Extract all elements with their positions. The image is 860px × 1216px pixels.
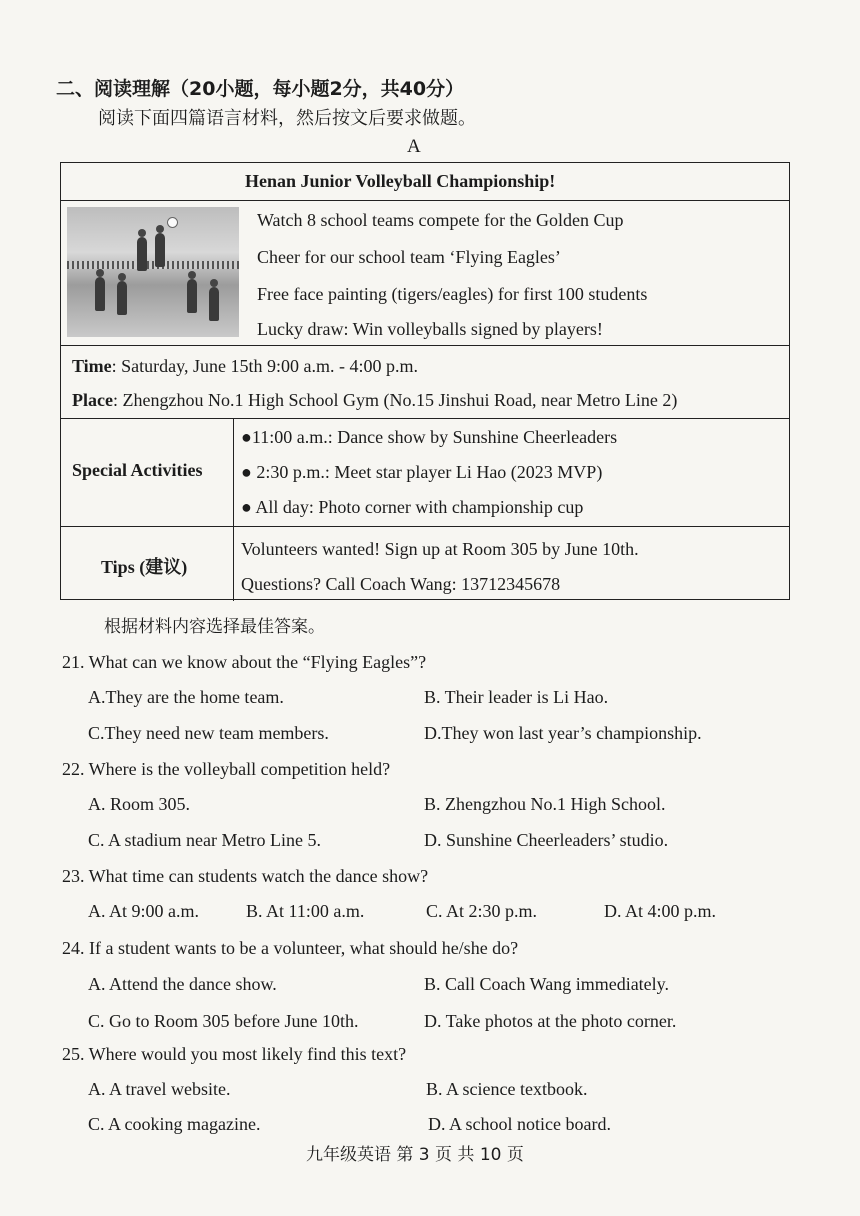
- section-instruction: 阅读下面四篇语言材料，然后按文后要求做题。: [98, 108, 476, 129]
- question-option[interactable]: A. A travel website.: [88, 1079, 231, 1099]
- notice-title-row: [61, 163, 789, 201]
- question-option[interactable]: B. Call Coach Wang immediately.: [424, 974, 670, 994]
- question-option[interactable]: A. Attend the dance show.: [88, 974, 277, 994]
- question-option[interactable]: B. Zhengzhou No.1 High School.: [424, 794, 666, 814]
- question-option[interactable]: D. Take photos at the photo corner.: [424, 1011, 677, 1031]
- question-option[interactable]: D.They won last year’s championship.: [424, 723, 702, 743]
- highlight-item: Cheer for our school team ‘Flying Eagles’: [257, 247, 561, 267]
- question-stem: 24. If a student wants to be a volunteer, what should he/she do?: [62, 938, 519, 958]
- section-heading: 二、阅读理解（20小题，每小题2分，共40分）: [56, 78, 465, 100]
- player-figure: [187, 279, 197, 313]
- volleyball-photo: [67, 207, 239, 337]
- player-figure: [117, 281, 127, 315]
- column-divider: [233, 527, 234, 601]
- question-option[interactable]: C. Go to Room 305 before June 10th.: [88, 1011, 359, 1031]
- time-line: [72, 356, 418, 377]
- volleyball-ball: [167, 217, 178, 228]
- tips-item: Volunteers wanted! Sign up at Room 305 by June 10th.: [241, 539, 639, 559]
- question-option[interactable]: A. Room 305.: [88, 794, 191, 814]
- page-footer: 九年级英语 第 3 页 共 10 页: [306, 1145, 524, 1165]
- player-figure: [95, 277, 105, 311]
- special-item: ● All day: Photo corner with championship cup: [241, 497, 584, 517]
- question-option[interactable]: D. Sunshine Cheerleaders’ studio.: [424, 830, 669, 850]
- column-divider: [233, 419, 234, 526]
- question-option[interactable]: B. A science textbook.: [426, 1079, 588, 1099]
- tips-item: Questions? Call Coach Wang: 13712345678: [241, 574, 561, 594]
- player-figure: [155, 233, 165, 267]
- tips-label: Tips (建议): [101, 557, 188, 577]
- time-value: : Saturday, June 15th 9:00 a.m. - 4:00 p.m.: [111, 356, 418, 376]
- player-figure: [137, 237, 147, 271]
- question-option[interactable]: D. At 4:00 p.m.: [604, 901, 717, 921]
- special-item: ● 2:30 p.m.: Meet star player Li Hao (2023 MVP): [241, 462, 603, 482]
- place-label: Place: [72, 390, 113, 410]
- place-line: [72, 390, 677, 411]
- special-item: ●11:00 a.m.: Dance show by Sunshine Cheerleaders: [241, 427, 618, 447]
- question-option[interactable]: C. At 2:30 p.m.: [426, 901, 538, 921]
- time-place-row: [61, 346, 789, 419]
- question-option[interactable]: D. A school notice board.: [428, 1114, 611, 1134]
- question-stem: 23. What time can students watch the dance show?: [62, 866, 429, 886]
- question-option[interactable]: C. A stadium near Metro Line 5.: [88, 830, 321, 850]
- notice-highlights-row: [61, 201, 789, 346]
- notice-title: Henan Junior Volleyball Championship!: [245, 171, 556, 191]
- net-shape: [67, 261, 239, 269]
- passage-label: A: [407, 136, 421, 157]
- tips-row: [61, 527, 789, 601]
- question-option[interactable]: C. A cooking magazine.: [88, 1114, 261, 1134]
- highlight-item: Lucky draw: Win volleyballs signed by players!: [257, 319, 603, 339]
- question-option[interactable]: C.They need new team members.: [88, 723, 329, 743]
- player-figure: [209, 287, 219, 321]
- question-option[interactable]: A. At 9:00 a.m.: [88, 901, 199, 921]
- answer-instruction: 根据材料内容选择最佳答案。: [104, 617, 325, 637]
- question-stem: 25. Where would you most likely find this text?: [62, 1044, 407, 1064]
- special-activities-label: Special Activities: [72, 460, 203, 480]
- question-option[interactable]: B. At 11:00 a.m.: [246, 901, 365, 921]
- question-stem: 22. Where is the volleyball competition held?: [62, 759, 391, 779]
- special-activities-row: [61, 419, 789, 527]
- time-label: Time: [72, 356, 112, 376]
- question-option[interactable]: B. Their leader is Li Hao.: [424, 687, 609, 707]
- question-option[interactable]: A.They are the home team.: [88, 687, 284, 707]
- highlight-item: Watch 8 school teams compete for the Golden Cup: [257, 210, 624, 230]
- highlight-item: Free face painting (tigers/eagles) for first 100 students: [257, 284, 648, 304]
- place-value: : Zhengzhou No.1 High School Gym (No.15 Jinshui Road, near Metro Line 2): [112, 390, 678, 410]
- question-stem: 21. What can we know about the “Flying Eagles”?: [62, 652, 427, 672]
- notice-table: [60, 162, 790, 600]
